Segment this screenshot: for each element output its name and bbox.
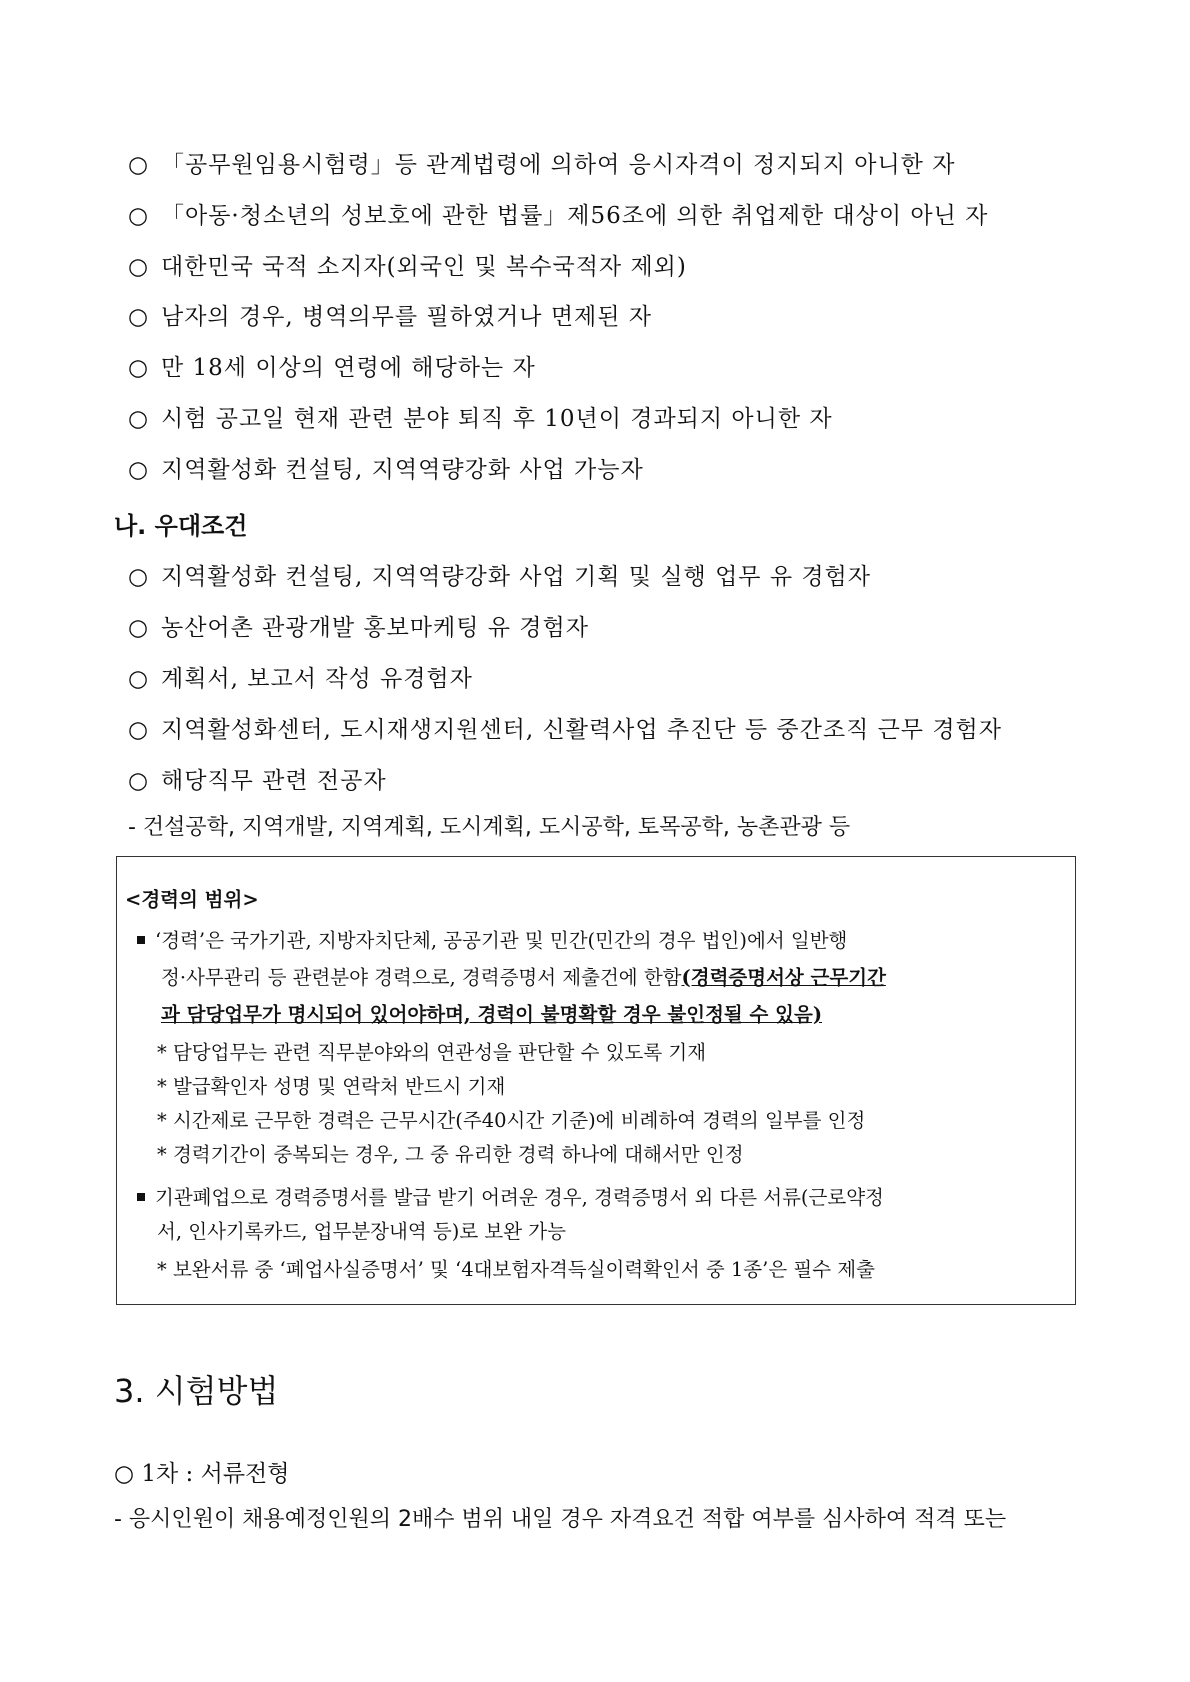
circle-bullet-icon: ○ — [128, 355, 150, 381]
circle-bullet-icon: ○ — [128, 666, 150, 692]
career-paragraph-line: 서, 인사기록카드, 업무분장내역 등)로 보완 가능 — [157, 1220, 566, 1243]
preference-item: ○ 지역활성화센터, 도시재생지원센터, 신활력사업 추진단 등 중간조직 근무 경험자 — [128, 717, 1002, 743]
section-heading: 3. 시험방법 — [114, 1372, 279, 1410]
preference-item: ○ 지역활성화 컨설팅, 지역역량강화 사업 기획 및 실행 업무 유 경험자 — [128, 564, 871, 590]
circle-bullet-icon: ○ — [128, 615, 150, 641]
career-paragraph-line: ‘경력’은 국가기관, 지방자치단체, 공공기관 및 민간(민간의 경우 법인)에서 일반행 — [137, 925, 847, 953]
circle-bullet-icon: ○ — [128, 406, 150, 432]
career-box-title: <경력의 범위> — [125, 888, 259, 911]
circle-bullet-icon: ○ — [128, 254, 150, 280]
eligibility-item: ○ 「아동·청소년의 성보호에 관한 법률」제56조에 의한 취업제한 대상이 아닌 자 — [128, 203, 989, 229]
stage1-item: ○ 1차 : 서류전형 — [114, 1461, 290, 1487]
major-list-note: - 건설공학, 지역개발, 지역계획, 도시계획, 도시공학, 토목공학, 농촌관광 등 — [128, 815, 851, 840]
circle-bullet-icon: ○ — [128, 152, 150, 178]
circle-bullet-icon: ○ — [128, 457, 150, 483]
circle-bullet-icon: ○ — [128, 203, 150, 229]
preference-item: ○ 농산어촌 관광개발 홍보마케팅 유 경험자 — [128, 615, 589, 641]
circle-bullet-icon: ○ — [128, 304, 150, 330]
career-note: * 보완서류 중 ‘폐업사실증명서’ 및 ‘4대보험자격득실이력확인서 중 1종’은 필수 제출 — [157, 1258, 875, 1281]
preference-item: ○ 계획서, 보고서 작성 유경험자 — [128, 666, 473, 692]
career-paragraph-emphasis: 과 담당업무가 명시되어 있어야하며, 경력이 불명확할 경우 불인정될 수 있음) — [161, 1003, 823, 1026]
career-note: * 시간제로 근무한 경력은 근무시간(주40시간 기준)에 비례하여 경력의 일부를 인정 — [157, 1109, 866, 1132]
circle-bullet-icon: ○ — [128, 717, 150, 743]
square-bullet-icon — [137, 1193, 145, 1201]
career-paragraph-line: 기관폐업으로 경력증명서를 발급 받기 어려운 경우, 경력증명서 외 다른 서류(근로약정 — [137, 1182, 884, 1210]
stage1-description: - 응시인원이 채용예정인원의 2배수 범위 내일 경우 자격요건 적합 여부를 심사하여 적격 또는 — [114, 1507, 1007, 1532]
circle-bullet-icon: ○ — [128, 564, 150, 590]
eligibility-item: ○ 지역활성화 컨설팅, 지역역량강화 사업 가능자 — [128, 457, 644, 483]
career-scope-box — [116, 856, 1076, 1305]
square-bullet-icon — [137, 936, 145, 944]
career-note: * 경력기간이 중복되는 경우, 그 중 유리한 경력 하나에 대해서만 인정 — [157, 1143, 744, 1166]
eligibility-item: ○ 대한민국 국적 소지자(외국인 및 복수국적자 제외) — [128, 254, 687, 280]
circle-bullet-icon: ○ — [128, 768, 150, 794]
eligibility-item: ○ 만 18세 이상의 연령에 해당하는 자 — [128, 355, 536, 381]
eligibility-item: ○ 시험 공고일 현재 관련 분야 퇴직 후 10년이 경과되지 아니한 자 — [128, 406, 833, 432]
eligibility-item: ○ 「공무원임용시험령」등 관계법령에 의하여 응시자격이 정지되지 아니한 자 — [128, 152, 956, 178]
career-paragraph-line: 정·사무관리 등 관련분야 경력으로, 경력증명서 제출건에 한함(경력증명서상 근무기간 — [161, 966, 886, 989]
preference-heading: 나. 우대조건 — [114, 512, 248, 540]
preference-item: ○ 해당직무 관련 전공자 — [128, 768, 387, 794]
eligibility-item: ○ 남자의 경우, 병역의무를 필하였거나 면제된 자 — [128, 304, 653, 330]
career-note: * 담당업무는 관련 직무분야와의 연관성을 판단할 수 있도록 기재 — [157, 1041, 707, 1064]
career-note: * 발급확인자 성명 및 연락처 반드시 기재 — [157, 1075, 506, 1098]
